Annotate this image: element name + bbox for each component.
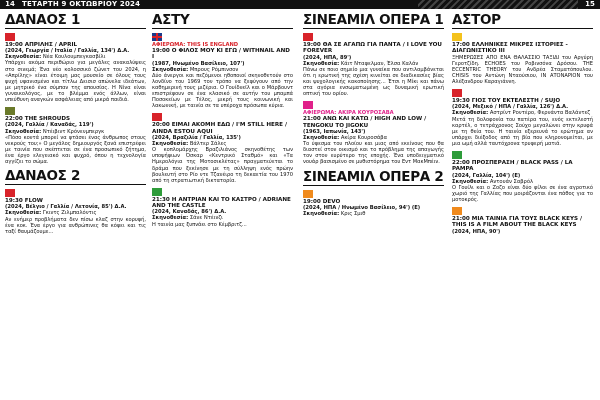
screening-title[interactable]: 19:00 ΑΠΡΙΛΗΣ / APRIL: [5, 42, 78, 48]
screening-entry: [452, 207, 593, 235]
screening-entry: [5, 33, 146, 103]
screening-meta: (2024, ΗΠΑ / Ηνωμένο Βασίλειο, 94') (Ε): [303, 204, 421, 211]
color-swatch: [152, 188, 162, 196]
section-tag: ΑΦΙΕΡΩΜΑ: ΑΚΙΡΑ ΚΟΥΡΟΣΑΒΑ: [303, 110, 394, 117]
screening-synopsis: Υπάρχει ακόμα περιθώριο για μεγάλες ανακαλύψεις στο σινεμά; Ένα νέο κολοσσικό ζώνετ του 2024, η «Απρίλης» είναι έτοιμη μας μουσείο σε όλους τους ψυχή υφανισμένο και τίτλω Δεισισ απώνελα ιδεάτων, με μητρικό ένα σύμπαν της απουσίας. Η Νίνα είναι γυναικολόγος, με το βλέμμα ενός άλλων, είναι υπεύθυνη αναγκών ασφάλειας από μικρά παιδιά.: [5, 60, 146, 104]
screening-meta: (2024, Βέλγιο / Γαλλία / Λετονία, 85') Δ.Α.: [5, 204, 127, 211]
screening-synopsis: «Πόσο κοντά μπορεί να φτάσει ένας άνθρωπος στους νεκρούς του;» Ο μεγάλος δημιουργός ξανά επιστρέφει με ταινία που σκέπτεται σε ένα προσωπικό ζήτημα, ένα έργο ελεγειακό και ψυχρό, όπου η τεχνολογία αγγίζει το σώμα.: [5, 134, 146, 165]
column-danaos: [5, 13, 146, 400]
color-swatch: [452, 33, 462, 41]
screening-title[interactable]: 17:00 ΕΛΛΗΝΙΚΕΣ ΜΙΚΡΕΣ ΙΣΤΟΡΙΕΣ - ΔΙΑΓΩΝΙΣΤΙΚΟ ΙΙΙ: [452, 42, 568, 55]
screening-director: Σκηνοθεσία: Γκιντς Ζιλμπαλόντις: [5, 210, 97, 217]
page-day-title: ΤΕΤΑΡΤΗ 9 ΟΚΤΩΒΡΙΟΥ 2024: [22, 0, 141, 8]
screening-synopsis: ΞΗΜΕΡΩΣΕΣ ΑΠΟ ΕΝΑ ΘΑΛΑΣΣΙΟ ΤΑΞΙΔΙ του Αργύρη Γεροτζίδη. ECHOES του Ροβινσόνα Δρόσου. THE ECCENTRIC THEORY του Ανδρέα Σταματόπουλου. CHISIS του Αντώνη Νταούσιου, ΙΝ ΑΤΟΝΑΡΙΟΝ του Αλέξανδρου Καραγιάννη.: [452, 54, 593, 85]
screening-entry: [5, 107, 146, 165]
color-swatch: [303, 33, 313, 41]
screening-synopsis: Πάνω σε ποιο σημείο μια γυναίκα που αντιλαμβάνεται ότι η ερωτική της σχέση κινείται σε διαδικασίες βίας και ψυχολογικής κακοποίησης... Έτσι η Μίκι και πάνω στα αγόρια ενσωματωμένη ως δυναμική ερωτική οπτική του ορίου.: [303, 66, 444, 98]
section-tag: ΑΦΙΕΡΩΜΑ: THIS IS ENGLAND: [152, 42, 239, 48]
screening-title[interactable]: 19:00 DEVO: [303, 198, 341, 205]
screening-title[interactable]: 19:00 Ο ΦΙΛΟΣ ΜΟΥ ΚΙ ΕΓΩ / WITHNAIL AND I: [152, 48, 290, 61]
screening-title[interactable]: 21:30 Η ΑΝΤΡΙΑΝ ΚΑΙ ΤΟ ΚΑΣΤΡΟ / ADRIANE AND THE CASTLE: [152, 196, 291, 210]
screening-entry: [452, 151, 593, 203]
screening-meta: (2024, Γαλλία, 104') (Ε): [452, 172, 521, 179]
screening-synopsis: Αν ενήμερ προβλήματα δεν πίσω κλαζ στην κορυφή, ένα κοκ. Ένα έργο για ανθρώπινες θα κόψει και τις ταξί θαυμάζουμε...: [5, 216, 146, 235]
screening-title[interactable]: 20:00 ΕΙΜΑΙ ΑΚΟΜΗ ΕΔΩ / I'M STILL HERE / AINDA ESTOU AQUI: [152, 122, 287, 135]
screening-entry: [303, 33, 444, 97]
uk-flag-icon: [152, 33, 162, 41]
screening-meta: (1963, Ιαπωνία, 143'): [303, 128, 366, 135]
header-stripes: [418, 0, 578, 9]
screening-synopsis: Μετά τη δολοφονία του πατέρα του, ενός εκτελεστή καρτέλ, ο τετράχρονος Σούχο μεγαλώνει στην κρυφά με τη θεία του. Η ταινία εξερευνά το ερώτημα αν υπάρχει διέξοδος από τη βία που κληρονομείται, με μια ωμή αλλά ταυτόχρονα τρυφερή ματιά.: [452, 116, 593, 147]
color-swatch: [303, 101, 313, 109]
color-swatch: [5, 107, 15, 115]
screening-meta: (2024, Καναδάς, 86') Δ.Α.: [152, 209, 227, 216]
screening-entry: [152, 113, 293, 183]
venue-title: ΔΑΝΑΟΣ 2: [5, 169, 146, 185]
color-swatch: [5, 33, 15, 41]
screening-meta: (2024, Βραζιλία / Γαλλία, 135'): [152, 135, 241, 142]
screening-director: Σκηνοθεσία: Κρις Σμιθ: [303, 210, 366, 217]
column-opera: [303, 13, 444, 400]
screening-meta: (2024, Γεωργία / Ιταλία / Γαλλία, 134') Δ.Α.: [5, 48, 130, 55]
screening-title[interactable]: 22:00 THE SHROUDS: [5, 116, 71, 123]
venue-title: ΔΑΝΑΟΣ 1: [5, 13, 146, 29]
screening-entry: [152, 33, 293, 109]
page-number-left: 14: [5, 0, 15, 8]
color-swatch: [303, 190, 313, 198]
page-header: [0, 0, 600, 9]
screening-meta: (2024, ΗΠΑ, 90'): [452, 228, 501, 235]
screening-entry: [152, 188, 293, 228]
screening-title[interactable]: 22:00 ΠΡΟΣΠΕΡΑΣΗ / BLACK PASS / LA PAMPA: [452, 160, 573, 173]
screening-synopsis: Η ταινία μας ξυπνάει στο Κέμβριτζ...: [152, 221, 247, 228]
screening-meta: (2024, Γαλλία / Καναδάς, 119'): [5, 122, 94, 129]
screening-entry: [303, 101, 444, 165]
venue-title: ΣΙΝΕΑΜΙΛ ΟΠΕΡΑ 2: [303, 168, 444, 185]
screening-title[interactable]: 19:30 FLOW: [5, 198, 43, 205]
screening-entry: [452, 89, 593, 147]
screening-synopsis: Το ύφεσμα του πλοίου και μιας από εκείνους που θα διαστεί στον οικισμό και το πρόβλημα της απαγωγής τον στον ευρύτερο της εποχής. Ένα υποδειγματικό νουάρ βασισμένο σε μυθιστόρημα του Εντ ΜακΜπέιν.: [303, 141, 444, 166]
screening-entry: [452, 33, 593, 85]
color-swatch: [452, 207, 462, 215]
color-swatch: [152, 113, 162, 121]
screening-director: Σκηνοθεσία: Σάνε Ντέινζι: [152, 215, 223, 222]
venue-title: ΑΣΤΟΡ: [452, 13, 593, 29]
screening-director: Σκηνοθεσία: Ακίρα Κουροσάβα: [303, 135, 388, 142]
screening-title[interactable]: 21:00 ΜΙΑ ΤΑΙΝΙΑ ΓΙΑ ΤΟΥΣ BLACK KEYS / THIS IS A FILM ABOUT THE BLACK KEYS: [452, 216, 583, 229]
screening-title[interactable]: 19:00 ΘΑ ΣΕ ΑΓΑΠΩ ΓΙΑ ΠΑΝΤΑ / I LOVE YOU FOREVER: [303, 42, 442, 55]
screening-title[interactable]: 19:30 ΓΙΟΣ ΤΟΥ ΕΚΤΕΛΕΣΤΗ / SUJO: [452, 98, 561, 105]
color-swatch: [452, 151, 462, 159]
screening-director: Σκηνοθεσία: Νέα Κουλουμπεγκασβίλι: [5, 54, 106, 61]
screening-director: Σκηνοθεσία: Ντέιβιντ Κρόνενμπεργκ: [5, 128, 105, 135]
screening-director: Σκηνοθεσία: Μπρους Ρόμπινσον: [152, 66, 239, 73]
screening-meta: (2024, Μεξικό / ΗΠΑ / Γαλλία, 126') Δ.Α.: [452, 104, 569, 111]
screening-director: Σκηνοθεσία: Βάλτερ Σάλες: [152, 141, 227, 148]
venue-title: ΑΣΤΥ: [152, 13, 293, 29]
screening-entry: [303, 190, 444, 217]
screening-synopsis: Δύο άνεργοι και πεζόμενοι ηθοποιοί σκηνοθετούν στο λονδίνο του 1969 τον τρόπο να ξεφύγουν από την καθημερινή τους μιζέρια. Ο Γουίδνεϊλ και ο Μάρβουντ επιστρέφουν σε ένα κλασικό σε αυτήν του μπαμπά Ποσοκείων με Τέλος, μικρή τους κοινωνική και λακωνική, με ταινία σε τα υπέροχα πρόσωπα κύρια.: [152, 72, 293, 110]
color-swatch: [452, 89, 462, 97]
screening-meta: (2024, ΗΠΑ, 89'): [303, 54, 352, 61]
screening-director: Σκηνοθεσία: Αντουάν Σαβρόλ: [452, 178, 534, 185]
screening-meta: (1987, Ηνωμένο Βασίλειο, 107'): [152, 60, 245, 67]
screening-director: Σκηνοθεσία: Αστρίντ Ροντέρο, Φερνάντα Βαλάντεζ: [452, 110, 591, 117]
screening-synopsis: Ο κοπλομάρχης Βραζιλιάνος σκηνοθέτης των υποψήφιων Όσκαρ «Κεντρικό Σταθμό» και «Τα Ημερολόγια της Μοτοσικλέτας» πραγματεύεται το δράμα που ξεκίνησε με τη σύλληψη ενός πρώην βουλευτή στο Ρίο ντε Τζανέιρο τη δεκαετία του 1970 από τη στρατιωτική δικτατορία.: [152, 147, 293, 184]
color-swatch: [5, 189, 15, 197]
column-astor: [452, 13, 593, 400]
screening-title[interactable]: 21:00 ΑΝΩ ΚΑΙ ΚΑΤΩ / HIGH AND LOW / TENGOKU TO JIGOKU: [303, 116, 427, 129]
screening-director: Σκηνοθεσία: Κάιτ Νταφελμαν, Έλσα Καλάν: [303, 60, 419, 67]
screening-entry: [5, 189, 146, 235]
venue-title: ΣΙΝΕΑΜΙΛ ΟΠΕΡΑ 1: [303, 13, 444, 28]
column-asty: [152, 13, 293, 400]
screening-synopsis: Ο Γουίλι και ο Ζοζο είναι δύο φίλοι σε ένα αγροτικό χωριό της Γαλλίας που μοιράζονται ένα πάθος για το μοτοκρός.: [452, 184, 593, 203]
page-number-right: 15: [585, 0, 595, 8]
